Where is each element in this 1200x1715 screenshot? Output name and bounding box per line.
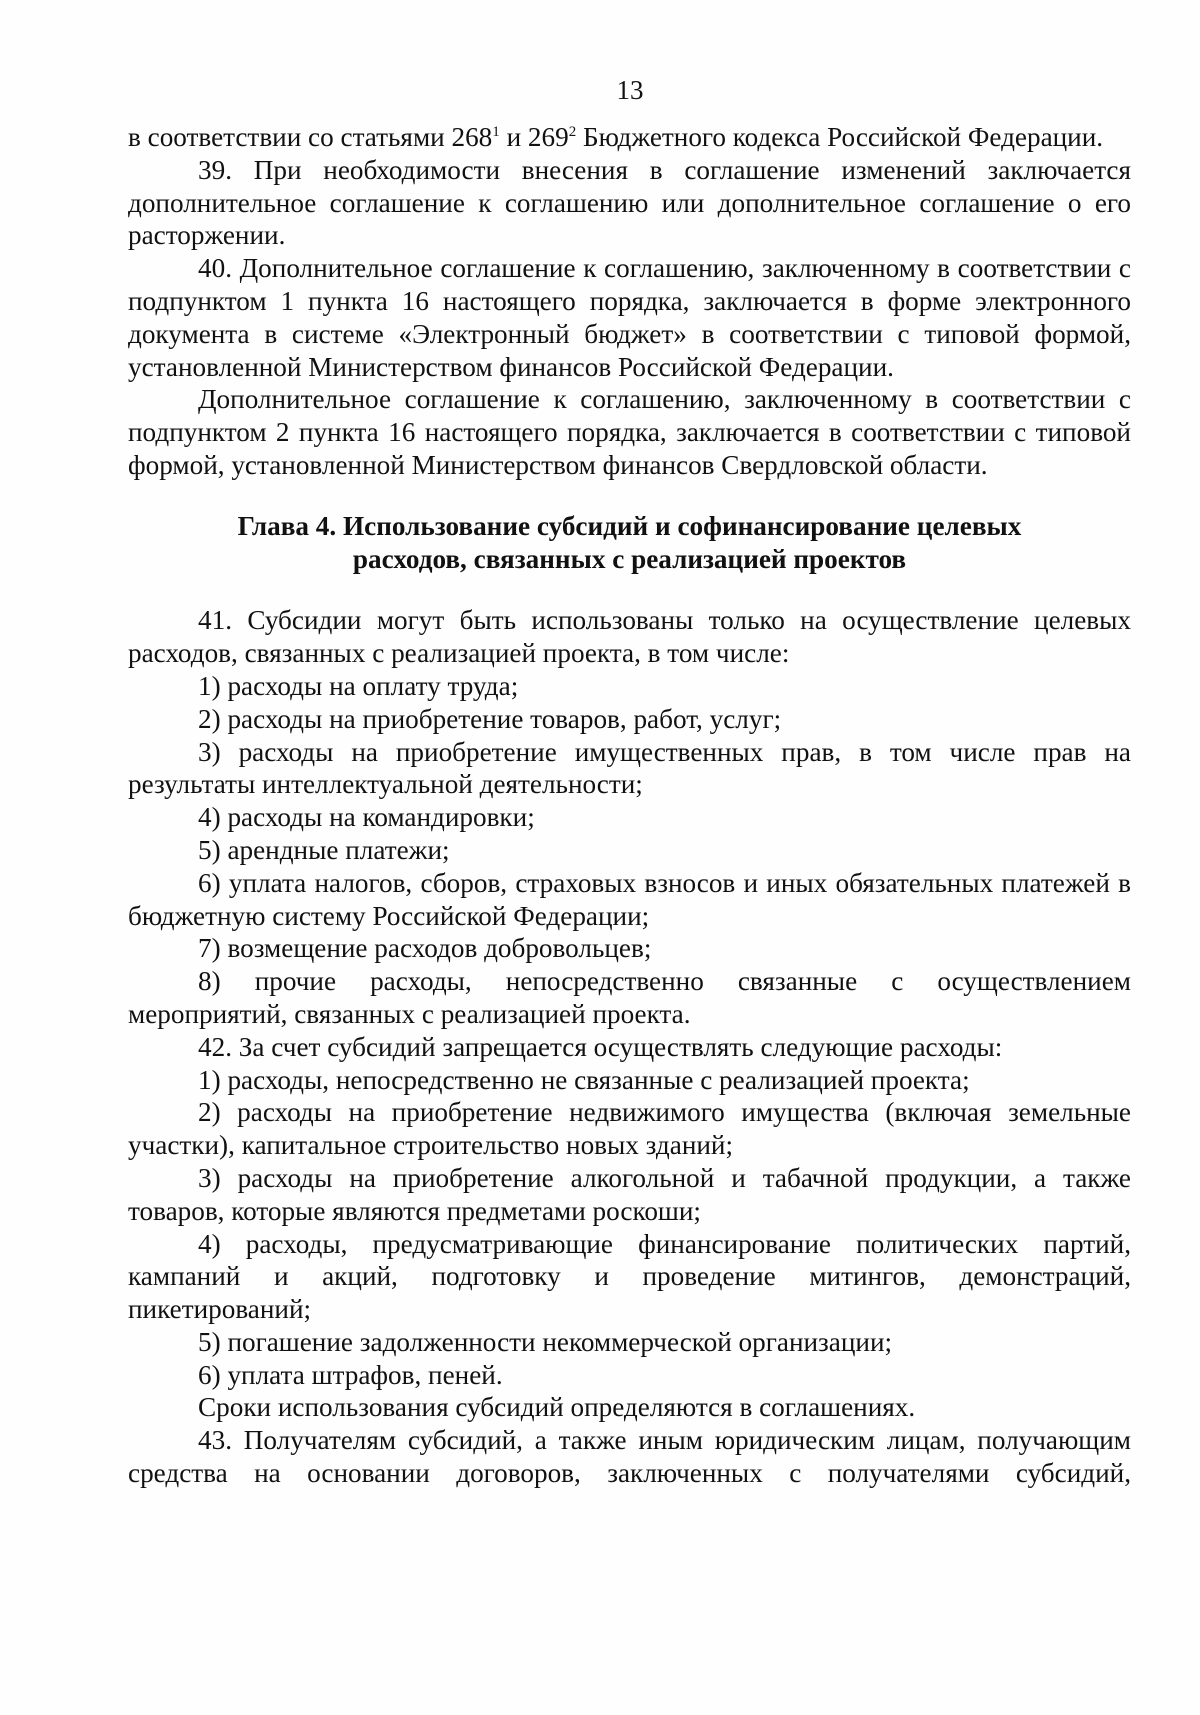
list-item-41-2: 2) расходы на приобретение товаров, работ, услуг;: [198, 703, 782, 734]
superscript: 1: [492, 123, 500, 140]
paragraph-42: 42. За счет субсидий запрещается осуществлять следующие расходы:: [198, 1031, 1003, 1062]
chapter-heading: [128, 482, 1131, 605]
list-item-41-5: 5) арендные платежи;: [198, 834, 450, 865]
page-number: 13: [616, 75, 644, 105]
chapter-heading-line-2: расходов, связанных с реализацией проектов: [352, 543, 907, 574]
paragraph-continuation: [128, 121, 1131, 154]
text-run: и 269: [499, 122, 569, 152]
paragraph-39: 39. При необходимости внесения в соглашение изменений заключается дополнительное соглашение к соглашению или дополнительное соглашение о его расторжении.: [128, 154, 1131, 251]
list-item-41-6: 6) уплата налогов, сборов, страховых взносов и иных обязательных платежей в бюджетную систему Российской Федерации;: [128, 867, 1131, 931]
text-run: Бюджетного кодекса Российской Федерации.: [576, 122, 1104, 152]
list-item-41-3: 3) расходы на приобретение имущественных прав, в том числе прав на результаты интеллектуальной деятельности;: [128, 736, 1131, 800]
list-item-42-6: 6) уплата штрафов, пеней.: [198, 1359, 503, 1390]
list-item-41-1: 1) расходы на оплату труда;: [198, 670, 519, 701]
chapter-heading-line-1: Глава 4. Использование субсидий и софинансирование целевых: [237, 510, 1022, 541]
paragraph-42-terms: Сроки использования субсидий определяются в соглашениях.: [198, 1392, 916, 1423]
list-item-42-1: 1) расходы, непосредственно не связанные с реализацией проекта;: [198, 1064, 970, 1095]
list-item-42-5: 5) погашение задолженности некоммерческой организации;: [198, 1326, 893, 1357]
list-item-41-4: 4) расходы на командировки;: [198, 802, 535, 833]
text-run: в соответствии со статьями 268: [128, 122, 493, 152]
superscript: 2: [568, 123, 577, 140]
paragraph-41: 41. Субсидии могут быть использованы только на осуществление целевых расходов, связанных с реализацией проекта, в том числе:: [128, 605, 1131, 669]
paragraph-43: 43. Получателям субсидий, а также иным юридическим лицам, получающим средства на основании договоров, заключенных с получателями субсидий,: [128, 1425, 1131, 1489]
list-item-42-4: 4) расходы, предусматривающие финансирование политических партий, кампаний и акций, подготовку и проведение митингов, демонстраций, пикетирований;: [128, 1228, 1131, 1325]
list-item-41-8: 8) прочие расходы, непосредственно связанные с осуществлением мероприятий, связанных с реализацией проекта.: [128, 966, 1131, 1029]
list-item-42-3: 3) расходы на приобретение алкогольной и табачной продукции, а также товаров, которые являются предметами роскоши;: [128, 1162, 1131, 1226]
list-item-41-7: 7) возмещение расходов добровольцев;: [198, 933, 652, 964]
list-item-42-2: 2) расходы на приобретение недвижимого имущества (включая земельные участки), капитальное строительство новых зданий;: [128, 1097, 1131, 1161]
paragraph-40: 40. Дополнительное соглашение к соглашению, заключенному в соответствии с подпунктом 1 пункта 16 настоящего порядка, заключается в форме электронного документа в системе «Электронный бюджет» в соответствии с типовой формой, установленной Министерством финансов Российской Федерации.: [128, 253, 1131, 382]
document-body: [128, 121, 1131, 1490]
paragraph-40-second: Дополнительное соглашение к соглашению, заключенному в соответствии с подпунктом 2 пункта 16 настоящего порядка, заключается в соответствии с типовой формой, установленной Министерством финансов Свердловской области.: [128, 384, 1131, 480]
